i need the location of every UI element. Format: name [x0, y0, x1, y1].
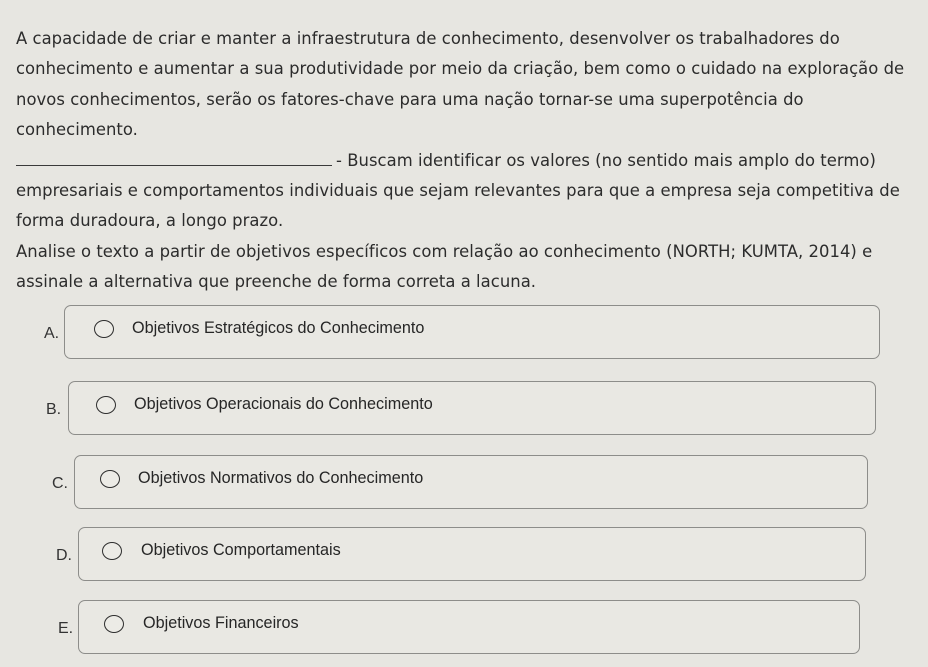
question-paragraph-2 [16, 146, 921, 237]
option-b-label: Objetivos Operacionais do Conhecimento [134, 395, 433, 413]
option-a[interactable] [44, 305, 880, 359]
question-text [16, 24, 921, 298]
option-c-label: Objetivos Normativos do Conhecimento [138, 469, 424, 487]
option-c[interactable] [52, 455, 870, 509]
option-b-letter: B. [46, 401, 62, 418]
option-a-letter: A. [44, 325, 60, 342]
option-e-letter: E. [58, 620, 74, 637]
radio-circle-icon[interactable] [100, 470, 120, 488]
option-d-label: Objetivos Comportamentais [141, 541, 341, 559]
option-e-label: Objetivos Financeiros [143, 614, 299, 632]
question-paragraph-2-text: - Buscam identificar os valores (no sentido mais amplo do termo) empresariais e comportamentos individuais que sejam relevantes para que a empresa seja competitiva de forma duradoura, a longo prazo. [16, 150, 900, 231]
question-paragraph-3: Analise o texto a partir de objetivos específicos com relação ao conhecimento (NORTH; KUMTA, 2014) e assinale a alternativa que preenche de forma correta a lacuna. [16, 241, 873, 292]
radio-circle-icon[interactable] [94, 320, 114, 338]
option-b[interactable] [46, 381, 876, 435]
question-paragraph-1: A capacidade de criar e manter a infraestrutura de conhecimento, desenvolver os trabalhadores do conhecimento e aumentar a sua produtividade por meio da criação, bem como o cuidado na exploração de novos conhecimentos, serão os fatores-chave para uma nação tornar-se uma superpotência do conhecimento. [16, 29, 905, 140]
answer-blank [16, 147, 332, 166]
option-c-letter: C. [52, 475, 68, 492]
radio-circle-icon[interactable] [104, 615, 124, 633]
option-e[interactable] [58, 600, 864, 654]
option-d[interactable] [56, 527, 868, 581]
radio-circle-icon[interactable] [102, 542, 122, 560]
option-d-letter: D. [56, 547, 72, 564]
radio-circle-icon[interactable] [96, 396, 116, 414]
option-a-label: Objetivos Estratégicos do Conhecimento [132, 319, 425, 337]
